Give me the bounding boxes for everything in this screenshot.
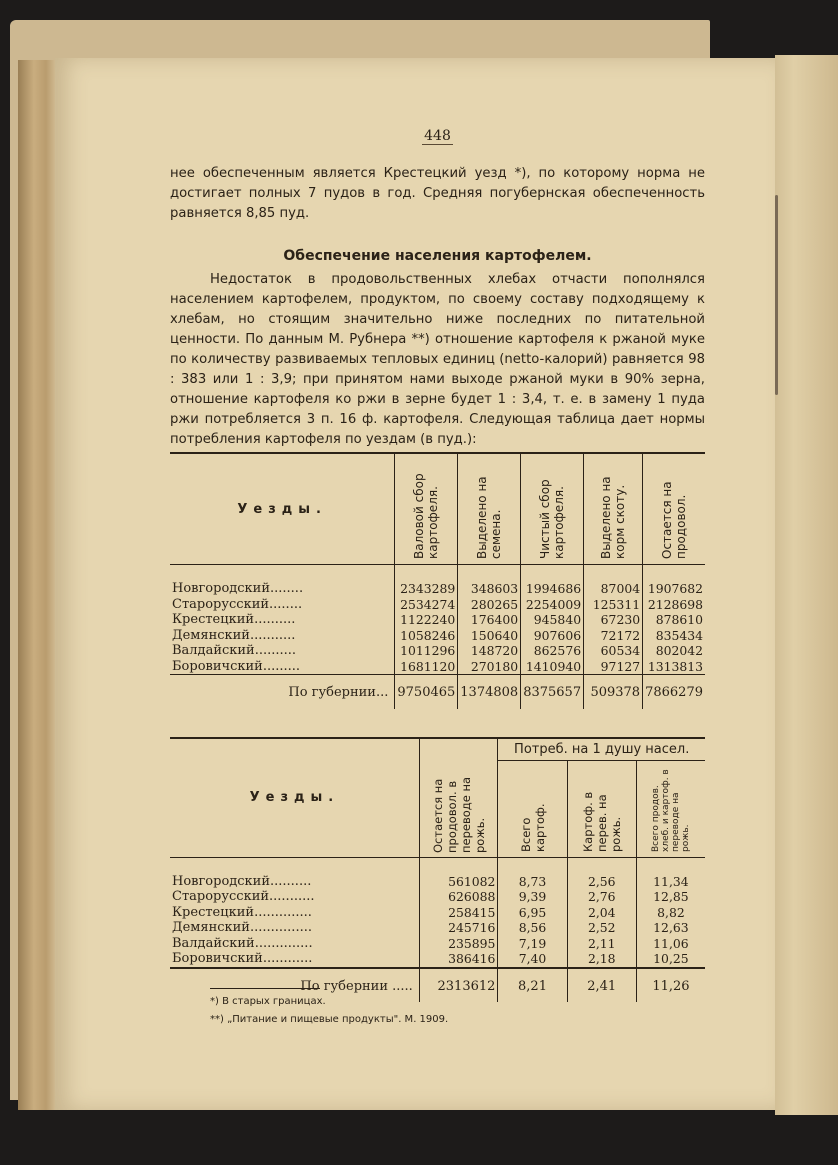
cell-value: 97127 bbox=[584, 659, 643, 675]
cell-value: 2128698 bbox=[643, 597, 705, 613]
table-row bbox=[170, 857, 705, 889]
cell-value: 12,85 bbox=[636, 889, 705, 905]
cell-value: 348603 bbox=[458, 565, 521, 597]
cell-value: 7866279 bbox=[643, 675, 705, 709]
cell-value: 11,26 bbox=[636, 968, 705, 1003]
cell-value: 235895 bbox=[419, 936, 498, 952]
paragraph-1: нее обеспеченным является Крестецкий уезд *), по которому норма не достигает полных 7 пудов в год. Средняя погубернская обеспеченность равняется 8,85 пуд. bbox=[170, 166, 705, 221]
column-header: Выделено на семена. bbox=[458, 453, 521, 565]
cell-value: 270180 bbox=[458, 659, 521, 675]
potato-harvest-table bbox=[170, 452, 705, 709]
cell-value: 2254009 bbox=[521, 597, 584, 613]
cell-value: 1313813 bbox=[643, 659, 705, 675]
table-header-row bbox=[170, 453, 705, 565]
cell-value: 509378 bbox=[584, 675, 643, 709]
district-name: Крестецкий.............. bbox=[172, 904, 312, 920]
table-row bbox=[170, 889, 705, 905]
cell-value: 245716 bbox=[419, 920, 498, 936]
cell-value: 878610 bbox=[643, 612, 705, 628]
table-total-row bbox=[170, 675, 705, 709]
cell-value: 67230 bbox=[584, 612, 643, 628]
cell-value: 2,04 bbox=[567, 905, 636, 921]
group-header: Потреб. на 1 душу насел. bbox=[498, 738, 705, 761]
cell-value: 148720 bbox=[458, 643, 521, 659]
district-name: Новгородский.......... bbox=[172, 873, 312, 889]
cell-value: 2,52 bbox=[567, 920, 636, 936]
table-row bbox=[170, 905, 705, 921]
cell-value: 862576 bbox=[521, 643, 584, 659]
table-row bbox=[170, 659, 705, 675]
cell-value: 280265 bbox=[458, 597, 521, 613]
cell-value: 176400 bbox=[458, 612, 521, 628]
potato-consumption-table bbox=[170, 737, 705, 1003]
cell-value: 386416 bbox=[419, 951, 498, 968]
cell-value: 8,56 bbox=[498, 920, 567, 936]
cell-value: 2,11 bbox=[567, 936, 636, 952]
cell-value: 835434 bbox=[643, 628, 705, 644]
total-label: По губернии ..... bbox=[170, 968, 419, 1003]
column-header: Остается на продовол. bbox=[643, 453, 705, 565]
page-content bbox=[170, 128, 705, 1002]
cell-value: 8,82 bbox=[636, 905, 705, 921]
cell-value: 2,41 bbox=[567, 968, 636, 1003]
cell-value: 945840 bbox=[521, 612, 584, 628]
cell-value: 87004 bbox=[584, 565, 643, 597]
cell-value: 2313612 bbox=[419, 968, 498, 1003]
cell-value: 2343289 bbox=[395, 565, 458, 597]
column-header: Выделено на корм скоту. bbox=[584, 453, 643, 565]
cell-value: 12,63 bbox=[636, 920, 705, 936]
district-name: Новгородский........ bbox=[172, 581, 304, 596]
cell-value: 7,40 bbox=[498, 951, 567, 968]
cell-value: 1058246 bbox=[395, 628, 458, 644]
footnotes bbox=[210, 988, 630, 1029]
cell-value: 8,73 bbox=[498, 857, 567, 889]
cell-value: 8375657 bbox=[521, 675, 584, 709]
table-row bbox=[170, 612, 705, 628]
district-name: Старорусский........ bbox=[172, 596, 303, 612]
district-name: Демянский............... bbox=[172, 920, 312, 935]
cell-value: 60534 bbox=[584, 643, 643, 659]
cell-value: 10,25 bbox=[636, 951, 705, 968]
cell-value: 6,95 bbox=[498, 905, 567, 921]
cell-value: 125311 bbox=[584, 597, 643, 613]
table-row bbox=[170, 565, 705, 597]
cell-value: 258415 bbox=[419, 905, 498, 921]
district-column-header: Уезды. bbox=[170, 453, 395, 565]
cell-value: 1410940 bbox=[521, 659, 584, 675]
column-header: Чистый сбор картофеля. bbox=[521, 453, 584, 565]
column-header: Всего картоф. bbox=[498, 760, 567, 857]
cell-value: 150640 bbox=[458, 628, 521, 644]
cell-value: 1681120 bbox=[395, 659, 458, 675]
cell-value: 2,18 bbox=[567, 951, 636, 968]
district-name: Валдайский.......... bbox=[172, 643, 297, 658]
right-leaf bbox=[775, 55, 838, 1115]
cell-value: 8,21 bbox=[498, 968, 567, 1003]
cell-value: 72172 bbox=[584, 628, 643, 644]
cell-value: 561082 bbox=[419, 857, 498, 889]
total-label: По губернии... bbox=[170, 675, 395, 709]
cell-value: 626088 bbox=[419, 889, 498, 905]
cell-value: 2,56 bbox=[567, 857, 636, 889]
table-row bbox=[170, 936, 705, 952]
cell-value: 7,19 bbox=[498, 936, 567, 952]
paragraph-2: Недостаток в продовольственных хлебах отчасти пополнялся населением картофелем, продуктом, по своему составу подходящему к хлебам, но стоящим значительно ниже последних по питательной ценности. По данным М. Рубнера **) отношение картофеля к ржаной муке по количеству развиваемых тепловых единиц (netto-калорий) равняется 98 : 383 или 1 : 3,9; при принятом нами выходе ржаной муки в 90% зерна, отношение картофеля ко ржи в зерне будет 1 : 3,4, т. е. в замену 1 пуда ржи потребляется 3 п. 16 ф. картофеля. Следующая таблица дает нормы потребления картофеля по уездам (в пуд.): bbox=[170, 272, 705, 447]
district-name: Валдайский.............. bbox=[172, 935, 313, 951]
column-header: Картоф. в перев. на рожь. bbox=[567, 760, 636, 857]
cell-value: 1994686 bbox=[521, 565, 584, 597]
cell-value: 9750465 bbox=[395, 675, 458, 709]
table-row bbox=[170, 951, 705, 968]
section-heading: Обеспечение населения картофелем. bbox=[283, 248, 592, 264]
page-edge bbox=[18, 60, 58, 1110]
table-row bbox=[170, 643, 705, 659]
district-column-header: Уезды. bbox=[170, 738, 419, 858]
footnote-2: **) „Питание и пищевые продукты". М. 1909. bbox=[210, 1014, 449, 1025]
cell-value: 1374808 bbox=[458, 675, 521, 709]
table-row bbox=[170, 597, 705, 613]
footnote-divider bbox=[210, 988, 320, 989]
page-number: 448 bbox=[424, 128, 451, 144]
cell-value: 1011296 bbox=[395, 643, 458, 659]
cell-value: 11,34 bbox=[636, 857, 705, 889]
footnote-1: *) В старых границах. bbox=[210, 996, 326, 1007]
cell-value: 1907682 bbox=[643, 565, 705, 597]
cell-value: 802042 bbox=[643, 643, 705, 659]
cell-value: 11,06 bbox=[636, 936, 705, 952]
district-name: Крестецкий.......... bbox=[172, 612, 296, 627]
cell-value: 907606 bbox=[521, 628, 584, 644]
district-name: Старорусский........... bbox=[172, 889, 315, 904]
table-row bbox=[170, 628, 705, 644]
table-header-row bbox=[170, 738, 705, 761]
cell-value: 2,76 bbox=[567, 889, 636, 905]
cell-value: 2534274 bbox=[395, 597, 458, 613]
table-row bbox=[170, 920, 705, 936]
column-header: Всего продов. хлеб. и картоф. в переводе на рожь. bbox=[636, 760, 705, 857]
cell-value: 9,39 bbox=[498, 889, 567, 905]
district-name: Боровичский............ bbox=[172, 951, 313, 966]
district-name: Боровичский......... bbox=[172, 658, 301, 674]
column-header: Остается на продовол. в переводе на рожь. bbox=[419, 738, 498, 858]
district-name: Демянский........... bbox=[172, 627, 296, 643]
cell-value: 1122240 bbox=[395, 612, 458, 628]
column-header: Валовой сбор картофеля. bbox=[395, 453, 458, 565]
